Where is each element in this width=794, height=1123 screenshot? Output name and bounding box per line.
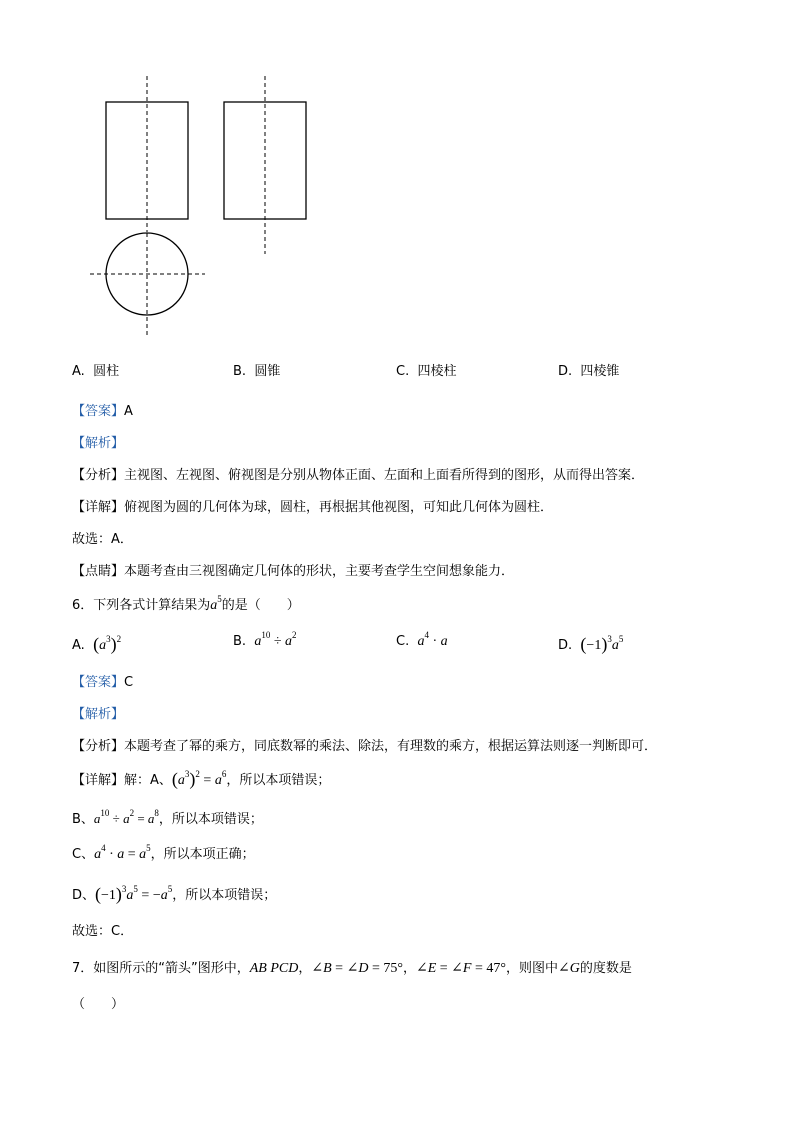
line-c-prefix: C、 [72,847,95,862]
q5-option-a-text: 圆柱 [93,364,120,379]
q5-xiangjie [72,496,553,515]
line-c-expr: $a^4 \cdot a = a^5$ [94,843,151,862]
q5-option-b-letter: B. [233,364,247,379]
analysis-tag: 【解析】 [72,707,125,722]
line-d-prefix: D、 [72,888,96,903]
q6-fenxi [72,735,657,754]
q7-parallel-expr: AB PCD [249,961,299,976]
q7-stem [72,957,632,977]
fenxi-tag: 【分析】 [72,468,125,483]
q6-xiangjie-d [72,884,276,905]
q6-choice: 故选：C． [72,924,134,939]
q5-choice: 故选：A． [72,532,133,547]
line-c-suffix: ，所以本项正确； [150,847,255,862]
dianjing-text: 本题考查由三视图确定几何体的形状，主要考查学生空间想象能力． [124,564,515,579]
q7-angle-ef-expr: ∠E = ∠F = 47° [415,961,506,976]
q7-sep-2: ， [402,961,416,976]
q6-answer [72,671,133,690]
answer-tag: 【答案】 [72,675,125,690]
analysis-tag: 【解析】 [72,436,125,451]
q6-option-a [72,634,121,655]
q5-option-a-letter: A. [72,364,85,379]
q6-target-expr: $a^5$ [210,594,222,613]
fenxi-tag: 【分析】 [72,739,125,754]
q6-stem-post: 的是（ ） [221,598,300,613]
q5-option-c-text: 四棱柱 [417,364,457,379]
q6-option-d-expr: $(-1)^3a^5$ [580,634,624,654]
q6-xiangjie-a [72,769,330,790]
q6-option-a-expr: $(a^3)^2$ [93,634,122,654]
q6-xiangjie-c [72,843,255,863]
q5-option-d [558,360,619,379]
line-d-suffix: ，所以本项错误； [172,888,277,903]
q6-option-b [233,630,297,650]
q7-angle-g-expr: ∠G [557,961,580,976]
q5-option-d-text: 四棱锥 [580,364,620,379]
q5-analysis-heading [72,432,124,451]
q7-sep-1: ， [298,961,312,976]
answer-value: A [124,404,133,419]
q6-option-a-letter: A. [72,638,85,653]
q5-option-c [396,360,457,379]
line-a-expr: $(a^3)^2 = a^6$ [171,769,227,789]
q6-stem-pre: 6．下列各式计算结果为 [72,598,211,613]
q6-xiangjie-b [72,808,263,827]
q6-option-c-expr: $a^4 \cdot a$ [417,630,448,649]
q7-paren: （ ） [72,997,125,1012]
xiangjie-tag: 【详解】 [72,500,125,515]
line-d-expr: $(-1)^3a^5 = -a^5$ [95,884,173,904]
q5-answer [72,400,133,419]
q7-angle-bd-expr: ∠B = ∠D = 75° [311,961,403,976]
dianjing-tag: 【点睛】 [72,564,125,579]
q5-option-a [72,360,119,379]
q7-stem-post: ，则图中 [505,961,558,976]
q7-stem-end: 的度数是 [579,961,632,976]
answer-tag: 【答案】 [72,404,125,419]
q5-dianjing [72,560,514,579]
line-b-suffix: ，所以本项错误； [158,812,263,827]
q6-option-d-letter: D. [558,638,573,653]
q6-stem [72,594,300,614]
three-view-figure [0,0,794,345]
fenxi-text: 本题考查了幂的乘方，同底数幂的乘法、除法，有理数的乘方，根据运算法则逐一判断即可． [124,739,658,754]
line-b-prefix: B、 [72,812,94,827]
fenxi-text: 主视图、左视图、俯视图是分别从物体正面、左面和上面看所得到的图形，从而得出答案． [124,468,645,483]
line-a-suffix: ，所以本项错误； [226,773,331,788]
q5-option-c-letter: C. [396,364,410,379]
q6-option-b-letter: B. [233,634,247,649]
q6-option-b-expr: $a^{10} \div a^2$ [254,630,297,649]
q6-option-c [396,630,448,650]
q5-option-d-letter: D. [558,364,573,379]
q5-option-b [233,360,280,379]
q5-fenxi [72,464,644,483]
line-b-expr: $a^{10} \div a^2 = a^8$ [93,808,159,826]
xiangjie-tag: 【详解】 [72,773,125,788]
answer-value: C [124,675,134,690]
q6-analysis-heading [72,703,124,722]
line-a-prefix: 解：A、 [124,773,172,788]
q5-option-b-text: 圆锥 [254,364,281,379]
xiangjie-text: 俯视图为圆的几何体为球，圆柱，再根据其他视图，可知此几何体为圆柱． [124,500,554,515]
q6-option-c-letter: C. [396,634,410,649]
q7-stem-pre: 7．如图所示的“箭头”图形中， [72,961,250,976]
q6-option-d [558,634,623,655]
